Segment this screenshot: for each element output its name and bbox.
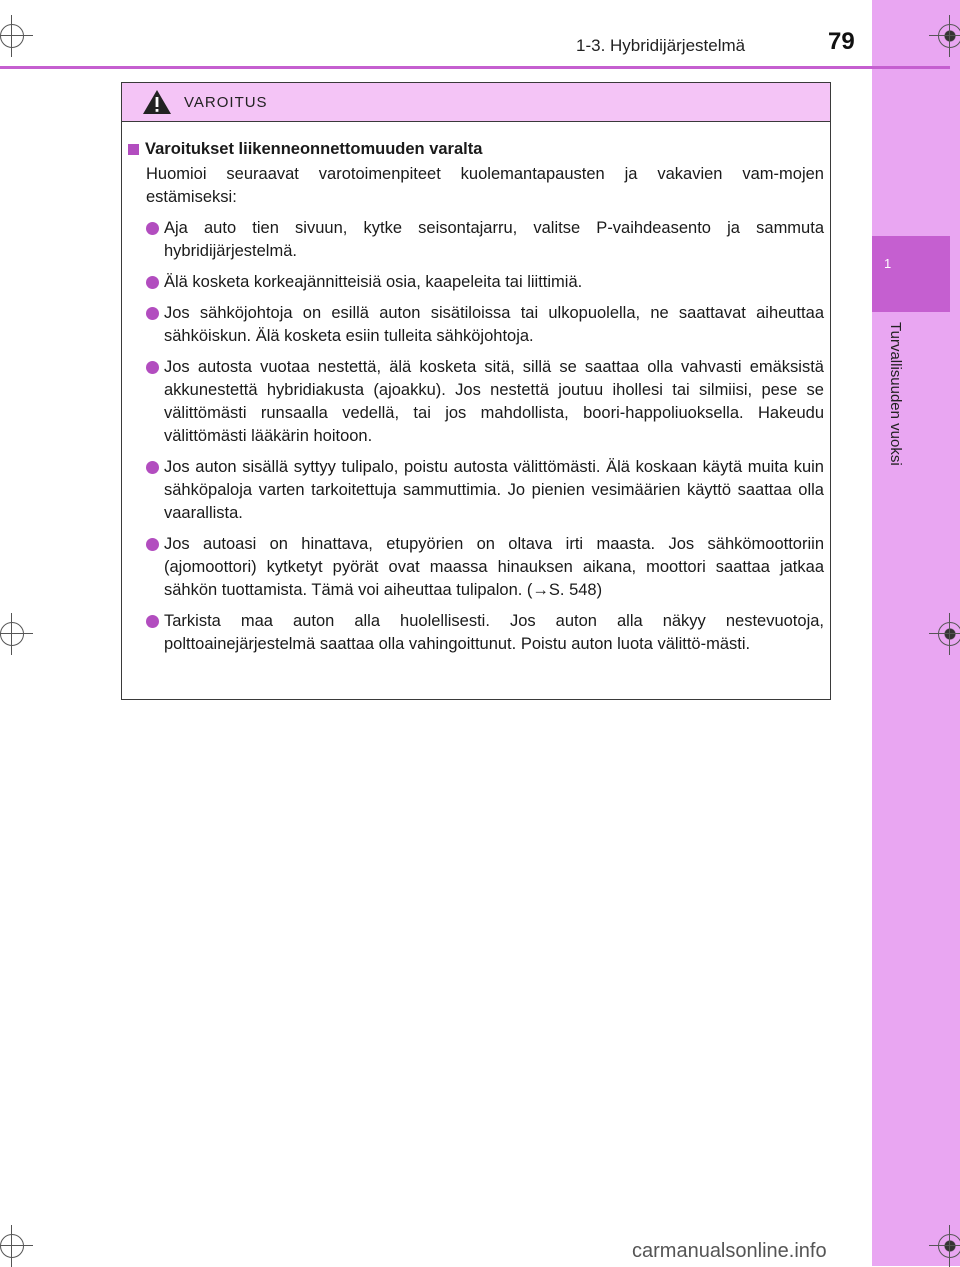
- header-divider: [0, 66, 950, 69]
- list-item-text: Jos sähköjohtoja on esillä auton sisätiloissa tai ulkopuolella, ne saattavat aiheuttaa sähköiskun. Älä kosketa esiin tulleita sähköjohtoja.: [164, 304, 824, 345]
- list-item: [128, 356, 824, 448]
- section-title: 1-3. Hybridijärjestelmä: [576, 36, 746, 55]
- registration-mark-icon: [938, 24, 960, 48]
- chapter-number: 1: [884, 256, 892, 271]
- list-item-text: Jos autoasi on hinattava, etupyörien on oltava irti maasta. Jos sähkömoottoriin (ajomoottori) kytketyt pyörät ovat maassa hinauksen aikana, moottori saattaa jatkaa sähkön tuottamista. Tämä voi aiheuttaa tulipalon. (→S. 548): [164, 535, 824, 599]
- warning-box: [121, 82, 831, 700]
- page-number: 79: [828, 28, 855, 55]
- bullet-dot-icon: [146, 222, 159, 235]
- square-bullet-icon: [128, 144, 139, 155]
- warning-intro: Huomioi seuraavat varotoimenpiteet kuolemantapausten ja vakavien vam-mojen estämiseksi:: [146, 165, 824, 206]
- list-item-text: Älä kosketa korkeajännitteisiä osia, kaapeleita tai liittimiä.: [164, 273, 583, 291]
- list-item-text: Aja auto tien sivuun, kytke seisontajarru, valitse P-vaihdeasento ja sammuta hybridijärjestelmä.: [164, 219, 824, 260]
- list-item-text: Jos auton sisällä syttyy tulipalo, poistu autosta välittömästi. Älä koskaan käytä muita kuin sähköpaloja varten tarkoitettuja sammuttimia. Jo pienien vesimäärien käyttö saattaa olla vaarallista.: [164, 458, 824, 522]
- registration-mark-icon: [0, 24, 24, 48]
- registration-mark-icon: [938, 1234, 960, 1258]
- bullet-dot-icon: [146, 461, 159, 474]
- bullet-dot-icon: [146, 538, 159, 551]
- bullet-dot-icon: [146, 361, 159, 374]
- bullet-dot-icon: [146, 276, 159, 289]
- warning-triangle-icon: [142, 89, 172, 115]
- list-item: [128, 271, 824, 294]
- chapter-title: Turvallisuuden vuoksi: [887, 322, 904, 466]
- warning-subheading: [128, 138, 824, 161]
- registration-mark-icon: [0, 622, 24, 646]
- bullet-dot-icon: [146, 615, 159, 628]
- warning-title: VAROITUS: [184, 93, 268, 111]
- bullet-dot-icon: [146, 307, 159, 320]
- warning-header: [122, 83, 830, 122]
- registration-mark-icon: [0, 1234, 24, 1258]
- watermark: carmanualsonline.info: [632, 1240, 827, 1262]
- list-item: [128, 610, 824, 656]
- list-item: [128, 302, 824, 348]
- registration-mark-icon: [938, 622, 960, 646]
- list-item: [128, 456, 824, 525]
- list-item-text: Jos autosta vuotaa nestettä, älä kosketa sitä, sillä se saattaa olla vahvasti emäksistä akkunestettä hybridiakusta (ajoakku). Jos nestettä joutuu ihollesi tai silmiisi, pese se välittömästi runsaalla vedellä, tai jos mahdollista, boori-happoliuoksella. Hakeudu välittömästi lääkärin hoitoon.: [164, 358, 824, 445]
- warning-body: [122, 122, 830, 656]
- list-item: [128, 217, 824, 263]
- list-item-text: Tarkista maa auton alla huolellisesti. Jos auton alla näkyy nestevuotoja, polttoainejärjestelmä saattaa olla vahingoittunut. Poistu auton luota välittö-mästi.: [164, 612, 824, 653]
- list-item: [128, 533, 824, 602]
- chapter-tab: [872, 236, 950, 312]
- subheading-text: Varoitukset liikenneonnettomuuden varalta: [145, 140, 483, 158]
